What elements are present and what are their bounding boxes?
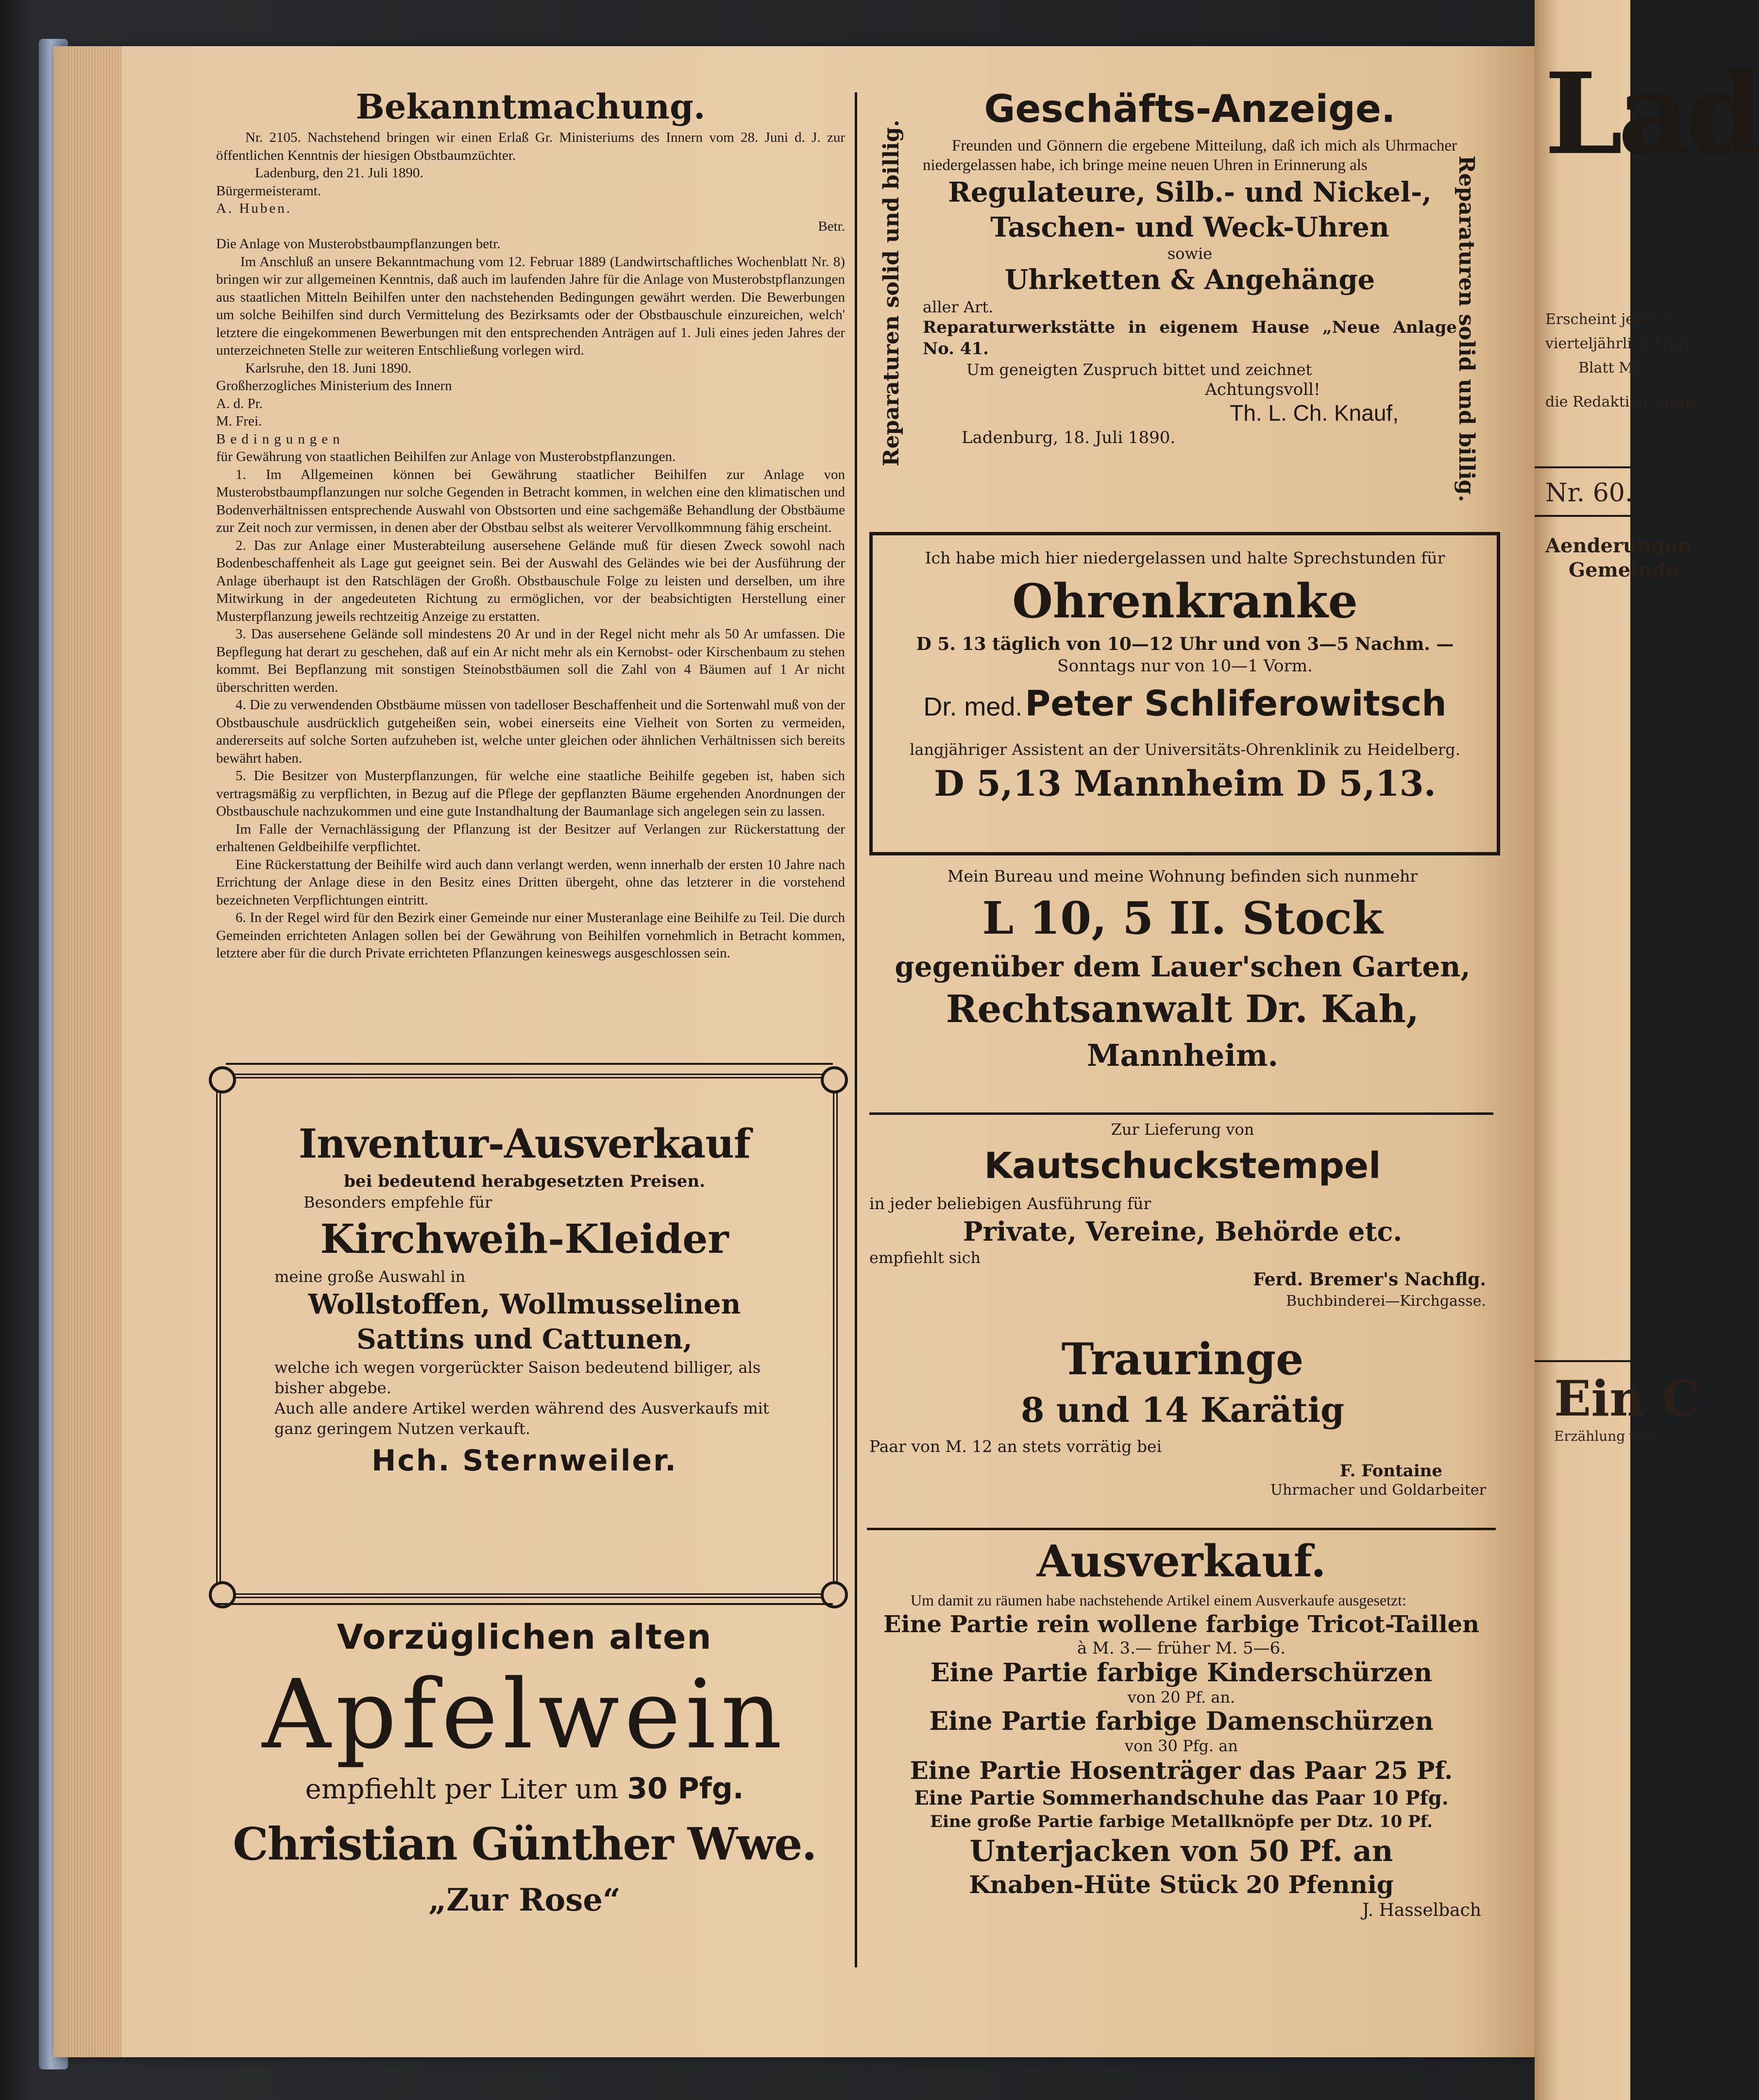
condition-paragraph: Eine Rückerstattung der Beihilfe wird auch dann verlangt werden, wenn innerhalb der ersten 10 Jahre nach Errichtung der Anlage diese in den Besitz eines Dritten übergeht, ohne das letzterer in die vorstehend bezeichneten Verpflichtungen eintritt. — [216, 856, 845, 908]
condition-paragraph: 4. Die zu verwendenden Obstbäume müssen von tadelloser Beschaffenheit und die Sortenwahl muß von der Obstbauschule ausdrücklich gutgeheißen sein, wobei einerseits eine Vielheit von Sorten zu vermeiden, andererseits auf solche Sorten aufzuheben ist, welche unter gleichen oder ähnlichen Verhältnissen sich bereits bewährt haben. — [216, 697, 845, 766]
trauringe-ad — [869, 1331, 1496, 1499]
stempel-headline: Kautschuckstempel — [984, 1145, 1381, 1187]
next-rule — [1535, 1360, 1630, 1362]
stempel-line2: Private, Vereine, Behörde etc. — [963, 1216, 1403, 1247]
next-fragment: Erzählung von — [1554, 1428, 1654, 1444]
anwalt-address: L 10, 5 II. Stock — [982, 892, 1383, 944]
page-stack-edge — [68, 46, 121, 2057]
bekanntmachung-official: A. Huben. — [216, 201, 292, 216]
geschaeft-workshop: Reparaturwerkstätte in eigenem Hause „Neue Anlage No. 41. — [923, 318, 1457, 359]
geschaeft-sowie: sowie — [1167, 244, 1213, 263]
ausverkauf-headline: Ausverkauf. — [1036, 1536, 1326, 1587]
geschaeft-item2: Taschen- und Weck-Uhren — [990, 211, 1389, 243]
bekanntmachung-office: Bürgermeisteramt. — [216, 183, 321, 199]
ausverkauf-item: Unterjacken von 50 Pf. an — [969, 1834, 1393, 1868]
trauringe-merchant-sub: Uhrmacher und Goldarbeiter — [1270, 1482, 1486, 1499]
side-note-right: Reparaturen solid und billig. — [1454, 155, 1479, 502]
apfelwein-price-line — [214, 1768, 835, 1810]
trauringe-line: Paar von M. 12 an stets vorrätig bei — [869, 1437, 1162, 1456]
bekanntmachung-title: Bekanntmachung. — [355, 86, 706, 127]
anwalt-city: Mannheim. — [1086, 1038, 1279, 1073]
anwalt-line2: gegenüber dem Lauer'schen Garten, — [895, 950, 1471, 983]
condition-paragraph: 6. In der Regel wird für den Bezirk einer Gemeinde nur einer Musteranlage eine Beihilfe zu Teil. Die durch Gemeinden errichteten Anlagen sollen bei der Gewährung von Beihilfen vornehmlich in Betracht kommen, letztere aber für die durch Private errichteten Pflanzungen keineswegs ausgeschlossen sein. — [216, 910, 845, 961]
section-divider — [869, 1112, 1493, 1115]
inventur-line4: welche ich wegen vorgerückter Saison bedeutend billiger, als bisher abgebe. — [274, 1358, 761, 1397]
next-fragment: Aenderungen — [1545, 534, 1691, 557]
apfelwein-line2: empfiehlt per Liter um — [305, 1774, 619, 1805]
condition-paragraph: Im Falle der Vernachlässigung der Pflanzung ist der Besitzer auf Verlangen zur Rückerstattung der erhaltenen Geldbeihilfe verpflichtet. — [216, 821, 845, 854]
ohren-doctor-line — [884, 677, 1486, 740]
ministry-signature-1: A. d. Pr. — [216, 395, 263, 411]
apfelwein-headline: Apfelwein — [262, 1659, 787, 1770]
side-note-left: Reparaturen solid und billig. — [879, 120, 904, 466]
stempel-merchant: Ferd. Bremer's Nachflg. — [1253, 1269, 1486, 1290]
fabrics-line2: Sattins und Cattunen, — [356, 1323, 693, 1355]
next-fragment: die Redaktion veranl — [1545, 393, 1699, 410]
ohren-hours2: Sonntags nur von 10—1 Vorm. — [1057, 656, 1313, 676]
geschaeft-respect: Achtungsvoll! — [1205, 380, 1320, 399]
geschaeft-intro: Freunden und Gönnern die ergebene Mitteilung, daß ich mich als Uhrmacher niedergelassen habe, ich bringe meine neuen Uhren in Erinnerung als — [923, 137, 1457, 174]
inventur-line2: Besonders empfehle für — [304, 1193, 492, 1212]
ohren-address: D 5,13 Mannheim D 5,13. — [934, 763, 1436, 804]
fabrics-line1: Wollstoffen, Wollmusselinen — [308, 1288, 741, 1320]
apfelwein-merchant: Christian Günther Wwe. — [233, 1818, 816, 1870]
geschaeft-signature: Th. L. Ch. Knauf, — [1230, 400, 1399, 426]
condition-paragraph: 3. Das ausersehene Gelände soll mindestens 20 Ar und in der Regel nicht mehr als 50 Ar umfassen. Die Bepflegung hat derart zu geschehen, daß auf ein Ar nicht mehr als ein Kernobst- oder Kirschenbaum zu stehen kommt. Bei Bepflanzung mit sonstigen Steinobstbäumen soll die Zahl von 4 Bäumen auf 1 Ar nicht überschritten werden. — [216, 626, 845, 695]
bekanntmachung-section — [216, 85, 845, 962]
ausverkauf-item-price: à M. 3.— früher M. 5—6. — [1077, 1639, 1286, 1658]
next-masthead: Lad — [1544, 49, 1759, 180]
condition-paragraph: 2. Das zur Anlage einer Musterabteilung ausersehene Gelände muß für diesen Zweck sowohl nach Bodenbeschaffenheit als Lage gut geeignet sein. Bei der Auswahl des Geländes wie bei der Ausführung der Anlage überhaupt ist den Ratschlägen der Großh. Obstbauschule Folge zu leisten und derselben, um ihre Mitwirkung in der angedeuteten Richtung zu ermöglichen, vor der beabsichtigten Herstellung einer Musterpflanzung jeweils rechtzeitig Anzeige zu erstatten. — [216, 537, 845, 624]
ausverkauf-item: Eine Partie Hosenträger das Paar 25 Pf. — [910, 1756, 1453, 1785]
decree-text: Im Anschluß an unsere Bekanntmachung vom 12. Februar 1889 (Landwirtschaftliches Wochenblatt Nr. 8) bringen wir zur allgemeinen Kenntnis, daß auch im laufenden Jahre für die Anlage von Musterobstpflanzungen aus staatlichen Mitteln Beihilfen unter den nachstehenden Bedingungen gewährt werden. Die Bewerbungen um solche Beihilfen sind durch Vermittelung des Bezirksamts oder der Obstbauschule einzureichen, welch' letztere die eingekommenen Bewerbungen mit den entsprechenden Anträgen auf 1. Juli eines jeden Jahres der unterzeichneten Stelle zur weiteren Entschließung vorlegen wird. — [216, 254, 845, 358]
ausverkauf-merchant: J. Hasselbach — [1362, 1900, 1481, 1920]
frame-ornament — [821, 1066, 848, 1093]
ausverkauf-ad — [867, 1533, 1496, 1921]
geschaeft-aller: aller Art. — [923, 298, 994, 316]
ohren-intro: Ich habe mich hier niedergelassen und halte Sprechstunden für — [925, 548, 1445, 567]
conditions-heading: Bedingungen — [216, 431, 345, 447]
kautschuckstempel-ad — [869, 1120, 1496, 1311]
inventur-line5: Auch alle andere Artikel werden während des Ausverkaufs mit ganz geringem Nutzen verkauft. — [274, 1399, 769, 1438]
next-fragment: Ein C — [1554, 1370, 1701, 1427]
decree-place: Karlsruhe, den 18. Juni 1890. — [245, 360, 412, 376]
apfelwein-line1: Vorzüglichen alten — [337, 1617, 712, 1657]
conditions-subheading: für Gewährung von staatlichen Beihilfen zur Anlage von Musterobstpflanzungen. — [216, 449, 676, 464]
inventur-line3: meine große Auswahl in — [274, 1267, 466, 1286]
condition-paragraph: 1. Im Allgemeinen können bei Gewährung staatlicher Beihilfen zur Anlage von Musterobstbaumpflanzungen nur solche Gegenden in Betracht kommen, in welchen eine den klimatischen und Bodenverhältnissen entsprechende Auswahl von Obstsorten und eine sachgemäße Behandlung der Obstbäume zur Zeit noch zur vermissen, in denen aber der Obstbau selbst als weiterer Vervollkommnung fähig erscheint. — [216, 466, 845, 535]
rechtsanwalt-ad — [872, 865, 1493, 1077]
ausverkauf-intro: Um damit zu räumen habe nachstehende Artikel einem Ausverkaufe ausgesetzt: — [911, 1591, 1406, 1609]
condition-paragraph: 5. Die Besitzer von Musterpflanzungen, für welche eine staatliche Beihilfe gegeben ist, haben sich vertragsmäßig zu verpflichten, in Bezug auf die Pflege der gepflanzten Bäume ergehenden Anordnungen der Obstbauschule nachzukommen und eine gute Instandhaltung der Baumanlage sich angelegen sein zu lassen. — [216, 768, 845, 819]
ausverkauf-item-price: von 20 Pf. an. — [1127, 1688, 1235, 1707]
apfelwein-ad — [214, 1613, 835, 1923]
ausverkauf-item: Knaben-Hüte Stück 20 Pfennig — [969, 1870, 1394, 1899]
geschaeft-place-date: Ladenburg, 18. Juli 1890. — [962, 428, 1176, 447]
kirchweih-headline: Kirchweih-Kleider — [320, 1216, 729, 1263]
geschaefts-anzeige — [923, 83, 1457, 449]
ausverkauf-item-price: von 30 Pfg. an — [1125, 1737, 1238, 1755]
stempel-intro: Zur Lieferung von — [1111, 1120, 1254, 1139]
inventur-title: Inventur-Ausverkauf — [298, 1121, 751, 1167]
anwalt-intro: Mein Bureau und meine Wohnung befinden sich nunmehr — [947, 867, 1418, 886]
stempel-line1: in jeder beliebigen Ausführung für — [869, 1194, 1151, 1213]
betr-label: Betr. — [818, 218, 845, 234]
ohren-credential: langjähriger Assistent an der Universitäts-Ohrenklinik zu Heidelberg. — [910, 740, 1460, 759]
ohren-doctor-prefix: Dr. med. — [923, 692, 1023, 721]
ministry-signature-2: M. Frei. — [216, 413, 262, 429]
trauringe-sub: 8 und 14 Karätig — [1020, 1390, 1345, 1430]
section-divider — [216, 1603, 833, 1605]
next-rule — [1535, 466, 1630, 468]
bekanntmachung-place-date: Ladenburg, den 21. Juli 1890. — [255, 165, 423, 181]
geschaeft-closing: Um geneigten Zuspruch bittet und zeichnet — [966, 360, 1312, 379]
inventur-merchant: Hch. Sternweiler. — [372, 1444, 677, 1478]
stempel-merchant-sub: Buchbinderei—Kirchgasse. — [1286, 1293, 1486, 1310]
next-fragment: vierteljährlich Mark — [1545, 335, 1693, 352]
section-divider — [226, 1063, 833, 1065]
trauringe-headline: Trauringe — [1061, 1333, 1304, 1385]
geschaeft-item1: Regulateure, Silb.- und Nickel-, — [948, 176, 1432, 208]
ohren-hours1: D 5. 13 täglich von 10—12 Uhr und von 3—5 Nachm. — — [916, 634, 1454, 654]
stempel-line3: empfiehlt sich — [869, 1248, 981, 1267]
frame-ornament — [209, 1066, 236, 1093]
bekanntmachung-subject: Die Anlage von Musterobstbaumpflanzungen betr. — [216, 236, 501, 252]
bekanntmachung-intro: Nr. 2105. Nachstehend bringen wir einen Erlaß Gr. Ministeriums des Innern vom 28. Juni d. J. zur öffentlichen Kenntnis der hiesigen Obstbaumzüchter. — [216, 130, 845, 163]
next-rule — [1535, 515, 1630, 517]
inventur-ad — [255, 1117, 794, 1483]
next-fragment: Erscheint jeden D — [1545, 311, 1678, 328]
ausverkauf-item: Eine Partie farbige Kinderschürzen — [930, 1658, 1433, 1688]
ohren-headline: Ohrenkranke — [1012, 574, 1358, 629]
inventur-line1: bei bedeutend herabgesetzten Preisen. — [344, 1172, 705, 1191]
next-issue-number: Nr. 60. — [1545, 478, 1633, 508]
anwalt-name: Rechtsanwalt Dr. Kah, — [946, 987, 1420, 1031]
next-fragment: Blatt Mk. — [1578, 359, 1647, 376]
ausverkauf-item: Eine Partie farbige Damenschürzen — [929, 1707, 1434, 1736]
column-divider — [855, 92, 857, 1967]
trauringe-merchant: F. Fontaine — [1339, 1461, 1442, 1481]
ausverkauf-item: Eine Partie rein wollene farbige Tricot-Taillen — [883, 1611, 1480, 1638]
ohren-doctor: Peter Schliferowitsch — [1025, 683, 1447, 724]
apfelwein-inn: „Zur Rose“ — [428, 1882, 621, 1918]
section-divider — [867, 1528, 1496, 1530]
ohrenkranke-ad — [884, 546, 1486, 808]
apfelwein-price: 30 Pfg. — [627, 1772, 744, 1806]
ministry: Großherzogliches Ministerium des Innern — [216, 378, 452, 393]
ausverkauf-item: Eine Partie Sommerhandschuhe das Paar 10 Pfg. — [914, 1787, 1449, 1810]
ausverkauf-item: Eine große Partie farbige Metallknöpfe per Dtz. 10 Pf. — [930, 1812, 1433, 1831]
geschaeft-item3: Uhrketten & Angehänge — [1004, 264, 1375, 296]
next-fragment: Gemeinde — [1569, 559, 1678, 581]
adjacent-page — [1535, 0, 1759, 2100]
geschaeft-title: Geschäfts-Anzeige. — [984, 87, 1396, 131]
